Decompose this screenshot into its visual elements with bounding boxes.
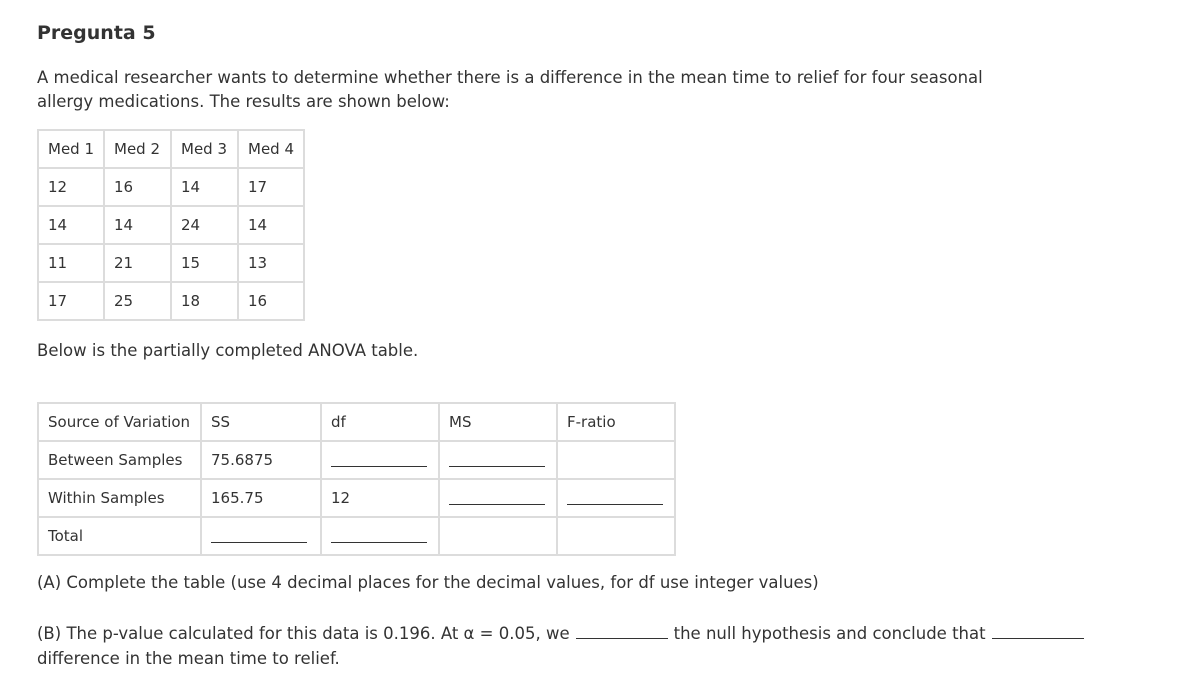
anova-ss-cell: 75.6875 — [202, 442, 322, 480]
table-cell: 17 — [37, 283, 105, 321]
question-b-part1: (B) The p-value calculated for this data is 0.196. At α = 0.05, we — [37, 624, 570, 643]
f-ratio-answer-blank[interactable] — [567, 492, 663, 505]
anova-df-cell — [322, 442, 440, 480]
decision-answer-blank[interactable] — [576, 624, 668, 639]
anova-header-row — [37, 402, 676, 442]
table-row — [37, 283, 305, 321]
table-cell: 13 — [239, 245, 305, 283]
anova-row-within — [37, 480, 676, 518]
anova-row-total — [37, 518, 676, 556]
table-cell: 14 — [172, 169, 239, 207]
anova-source-cell: Between Samples — [37, 442, 202, 480]
table-cell: 16 — [239, 283, 305, 321]
table-cell: 14 — [37, 207, 105, 245]
table-cell: 14 — [105, 207, 172, 245]
table-row — [37, 207, 305, 245]
table-cell: 21 — [105, 245, 172, 283]
anova-ss-cell: 165.75 — [202, 480, 322, 518]
table-cell: 17 — [239, 169, 305, 207]
anova-row-between — [37, 442, 676, 480]
table-cell: 15 — [172, 245, 239, 283]
question-b-part3: difference in the mean time to relief. — [37, 649, 340, 668]
anova-header-cell: F-ratio — [558, 402, 676, 442]
table-cell: 12 — [37, 169, 105, 207]
anova-source-cell: Within Samples — [37, 480, 202, 518]
question-b — [37, 621, 1097, 671]
anova-header-cell: Source of Variation — [37, 402, 202, 442]
table-cell: 18 — [172, 283, 239, 321]
anova-intro-text: Below is the partially completed ANOVA table. — [37, 341, 419, 360]
question-a-text: (A) Complete the table (use 4 decimal places for the decimal values, for df use integer values) — [37, 573, 819, 592]
conclusion-answer-blank[interactable] — [992, 624, 1084, 639]
df-answer-blank[interactable] — [331, 454, 427, 467]
table-cell: 16 — [105, 169, 172, 207]
table-cell: 11 — [37, 245, 105, 283]
anova-ms-cell — [440, 442, 558, 480]
df-answer-blank[interactable] — [331, 530, 427, 543]
question-b-part2: the null hypothesis and conclude that — [673, 624, 986, 643]
ss-answer-blank[interactable] — [211, 530, 307, 543]
anova-f-cell — [558, 518, 676, 556]
anova-f-cell — [558, 480, 676, 518]
anova-ms-cell — [440, 480, 558, 518]
ms-answer-blank[interactable] — [449, 454, 545, 467]
table-cell: 24 — [172, 207, 239, 245]
anova-ss-cell — [202, 518, 322, 556]
table-header-row — [37, 129, 305, 169]
anova-f-cell — [558, 442, 676, 480]
ms-answer-blank[interactable] — [449, 492, 545, 505]
table-row — [37, 245, 305, 283]
anova-header-cell: SS — [202, 402, 322, 442]
table-row — [37, 169, 305, 207]
table-cell: 25 — [105, 283, 172, 321]
table-header-cell: Med 3 — [172, 129, 239, 169]
anova-table — [37, 402, 676, 556]
anova-source-cell: Total — [37, 518, 202, 556]
table-header-cell: Med 4 — [239, 129, 305, 169]
anova-df-cell — [322, 518, 440, 556]
anova-header-cell: MS — [440, 402, 558, 442]
table-cell: 14 — [239, 207, 305, 245]
table-header-cell: Med 2 — [105, 129, 172, 169]
table-header-cell: Med 1 — [37, 129, 105, 169]
question-title: Pregunta 5 — [37, 22, 156, 44]
medication-data-table — [37, 129, 305, 321]
anova-ms-cell — [440, 518, 558, 556]
anova-df-cell: 12 — [322, 480, 440, 518]
anova-header-cell: df — [322, 402, 440, 442]
question-intro: A medical researcher wants to determine whether there is a difference in the mean time to relief for four seasonal allergy medications. The results are shown below: — [37, 68, 983, 111]
